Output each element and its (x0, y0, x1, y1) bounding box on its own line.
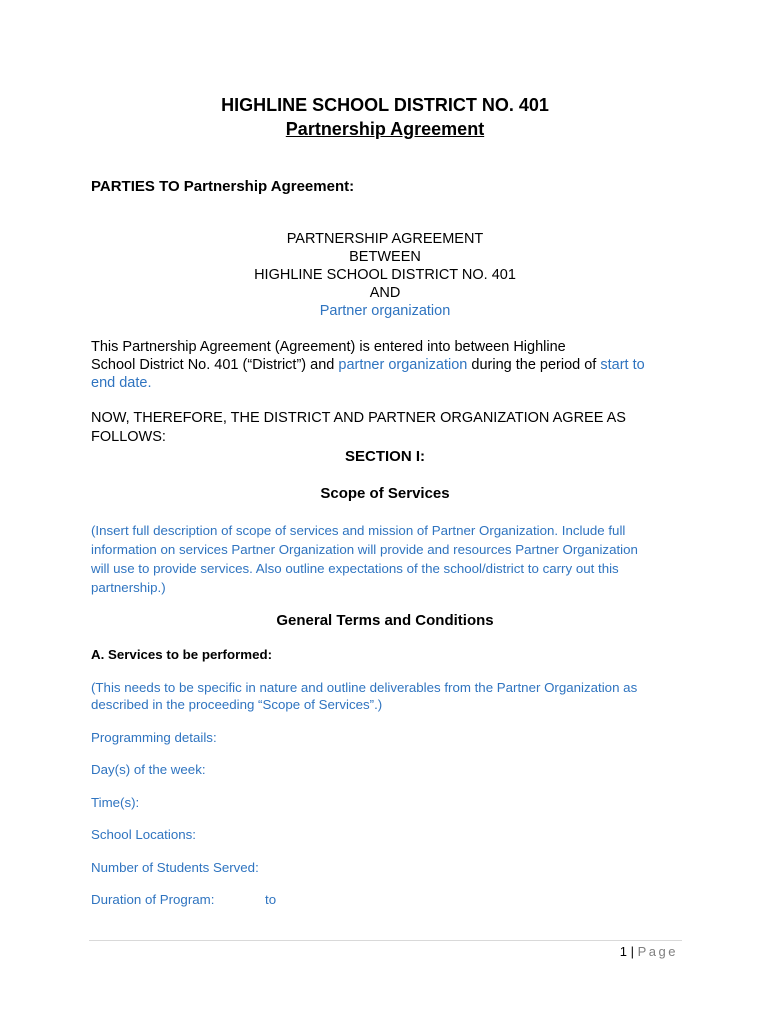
section-title: SECTION I: (344, 448, 425, 465)
page-label: Page (637, 944, 678, 959)
scope-line-1: (Insert full description of scope of services and mission of Partner Organization. Include full (91, 523, 626, 538)
times-field: Time(s): (91, 795, 140, 810)
start-date-placeholder: start to (600, 357, 645, 373)
scope-heading: Scope of Services (320, 485, 450, 502)
page-footer (620, 944, 678, 959)
parties-heading: PARTIES TO Partnership Agreement: (91, 178, 355, 195)
scope-line-2: information on services Partner Organization will provide and resources Partner Organization (91, 542, 638, 557)
document-title: Partnership Agreement (285, 119, 485, 139)
duration-field: Duration of Program: (91, 892, 215, 907)
end-date-placeholder: end date. (91, 375, 152, 391)
agree-line-1: NOW, THEREFORE, THE DISTRICT AND PARTNER ORGANIZATION AGREE AS (91, 410, 626, 426)
programming-details-field: Programming details: (91, 730, 217, 745)
partner-organization-field: partner organization (338, 357, 468, 373)
intro-line-2 (91, 357, 645, 373)
school-locations-field: School Locations: (91, 827, 196, 842)
agree-line-2: FOLLOWS: (91, 429, 166, 445)
days-of-week-field: Day(s) of the week: (91, 762, 206, 777)
general-terms-heading: General Terms and Conditions (276, 612, 494, 629)
district-title: HIGHLINE SCHOOL DISTRICT NO. 401 (221, 95, 549, 115)
intro-text-period: during the period of (467, 357, 601, 373)
scope-line-3: will use to provide services. Also outline expectations of the school/district to carry out this (91, 561, 619, 576)
parties-line-agreement: PARTNERSHIP AGREEMENT (286, 231, 484, 247)
intro-text-district: School District No. 401 (“District”) and (91, 357, 339, 373)
footer-divider (89, 940, 682, 941)
intro-line-1: This Partnership Agreement (Agreement) is entered into between Highline (91, 339, 566, 355)
services-note-line-2: described in the proceeding “Scope of Services”.) (91, 697, 383, 712)
duration-to-label: to (265, 892, 277, 907)
page-number: 1 (619, 944, 627, 959)
services-note-line-1: (This needs to be specific in nature and outline deliverables from the Partner Organization as (91, 680, 638, 695)
services-heading: A. Services to be performed: (91, 647, 273, 662)
parties-line-and: AND (369, 285, 401, 301)
page-separator: | (630, 944, 634, 959)
scope-line-4: partnership.) (91, 580, 166, 595)
parties-line-between: BETWEEN (349, 249, 421, 265)
parties-line-district: HIGHLINE SCHOOL DISTRICT NO. 401 (254, 267, 516, 283)
partner-organization-placeholder: Partner organization (319, 303, 451, 319)
students-served-field: Number of Students Served: (91, 860, 259, 875)
